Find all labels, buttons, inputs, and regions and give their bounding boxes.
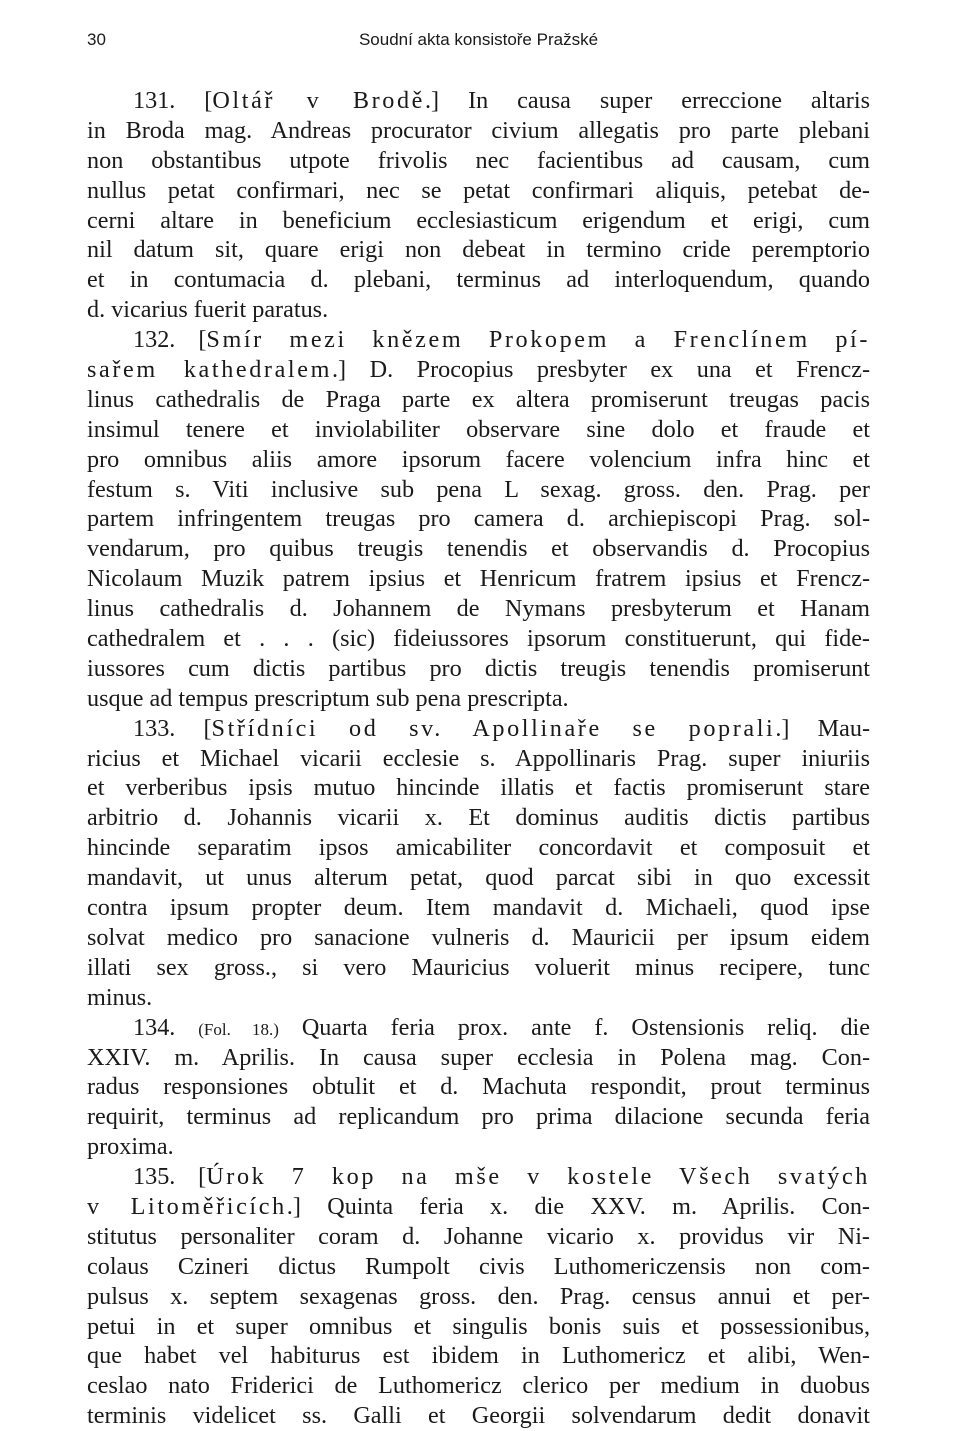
text-line: partem infringentem treugas pro camera d. archiepiscopi Prag. sol- [87,505,870,533]
text-line: arbitrio d. Johannis vicarii x. Et dominus auditis dictis partibus [87,804,870,832]
text-line: nullus petat confirmari, nec se petat confirmari aliquis, petebat de- [87,176,870,204]
text-line: vendarum, pro quibus treugis tenendis et observandis d. Procopius [87,535,870,563]
text-line: et in contumacia d. plebani, terminus ad interloquendum, quando [87,266,870,294]
text-line: terminis videlicet ss. Galli et Georgii solvendarum dedit donavit [87,1402,870,1430]
text-body [87,86,870,1431]
text-line: XXIV. m. Aprilis. In causa super ecclesia in Polena mag. Con- [87,1043,870,1071]
text-line: linus cathedralis de Praga parte ex altera promiserunt treugas pacis [87,385,870,413]
page-header [87,30,870,58]
entry-heading: Smír mezi knězem Prokopem a Frenclínem pí- [206,326,870,354]
text-line: 131. [Oltář v Brodě.] In causa super erreccione altaris [133,87,870,114]
text-line: 135. [Úrok 7 kop na mše v kostele Všech svatých [133,1163,870,1191]
text-line: ceslao nato Friderici de Luthomericz clerico per medium in duobus [87,1372,870,1400]
text-line: requirit, terminus ad replicandum pro prima dilacione secunda feria [87,1103,870,1131]
text-line: iussores cum dictis partibus pro dictis treugis tenendis promiserunt [87,654,870,682]
text-line: v Litoměřicích.] Quinta feria x. die XXV. m. Aprilis. Con- [87,1192,870,1220]
page-number: 30 [87,30,106,49]
text-line: et verberibus ipsis mutuo hincinde illatis et factis promiserunt stare [87,774,870,802]
text-line: petui in et super omnibus et singulis bonis suis et possessionibus, [87,1312,870,1340]
entry-heading: Střídníci od sv. Apollinaře se poprali [211,714,776,742]
text-line: pulsus x. septem sexagenas gross. den. Prag. census annui et per- [87,1282,870,1310]
text-line: cerni altare in beneficium ecclesiasticum erigendum et erigi, cum [87,206,870,234]
text-line: festum s. Viti inclusive sub pena L sexag. gross. den. Prag. per [87,475,870,503]
text-line: stitutus personaliter coram d. Johanne vicario x. providus vir Ni- [87,1222,870,1250]
text-line: insimul tenere et inviolabiliter observare sine dolo et fraude et [87,415,870,443]
entry-heading: Oltář v Brodě [212,87,425,114]
entry-heading: v Litoměřicích [87,1192,287,1220]
text-line: minus. [87,983,153,1011]
text-line: mandavit, ut unus alterum petat, quod parcat sibi in quo excessit [87,864,870,892]
text-line: usque ad tempus prescriptum sub pena prescripta. [87,684,569,712]
text-line: cathedralem et . . . (sic) fideiussores ipsorum constituerunt, qui fide- [87,625,870,653]
text-line: solvat medico pro sanacione vulneris d. Mauricii per ipsum eidem [87,923,870,951]
entry-heading: Úrok 7 kop na mše v kostele Všech svatých [206,1163,870,1191]
text-line: ricius et Michael vicarii ecclesie s. Appollinaris Prag. super iniuriis [87,744,870,772]
running-title: Soudní akta konsistoře Pražské [358,30,599,49]
text-line: radus responsiones obtulit et d. Machuta respondit, prout terminus [87,1073,870,1101]
text-line: 133. [Střídníci od sv. Apollinaře se poprali.] Mau- [133,714,871,742]
folio-reference: (Fol. 18.) [198,1019,279,1039]
text-line: hincinde separatim ipsos amicabiliter concordavit et composuit et [87,834,870,862]
text-line: contra ipsum propter deum. Item mandavit d. Michaeli, quod ipse [87,894,870,922]
text-line: nil datum sit, quare erigi non debeat in termino cride peremptorio [87,236,870,264]
entry-heading: sařem kathedralem [87,356,332,384]
text-line: linus cathedralis d. Johannem de Nymans presbyterum et Hanam [87,595,870,623]
text-line: pro omnibus aliis amore ipsorum facere volencium infra hinc et [87,445,870,473]
text-line: que habet vel habiturus est ibidem in Luthomericz et alibi, Wen- [87,1342,870,1370]
text-line: colaus Czineri dictus Rumpolt civis Luthomericzensis non com- [87,1252,870,1280]
text-line: 132. [Smír mezi knězem Prokopem a Frenclínem pí- [133,326,870,354]
text-line: in Broda mag. Andreas procurator civium allegatis pro parte plebani [87,116,870,144]
text-line: sařem kathedralem.] D. Procopius presbyter ex una et Frencz- [87,356,870,384]
text-line: non obstantibus utpote frivolis nec facientibus ad causam, cum [87,146,870,174]
text-line: d. vicarius fuerit paratus. [87,296,329,324]
text-line: Nicolaum Muzik patrem ipsius et Henricum fratrem ipsius et Frencz- [87,565,870,593]
text-line: 134. (Fol. 18.) Quarta feria prox. ante f. Ostensionis reliq. die [133,1013,871,1041]
text-line: proxima. [87,1133,174,1161]
text-line: illati sex gross., si vero Mauricius voluerit minus recipere, tunc [87,953,870,981]
